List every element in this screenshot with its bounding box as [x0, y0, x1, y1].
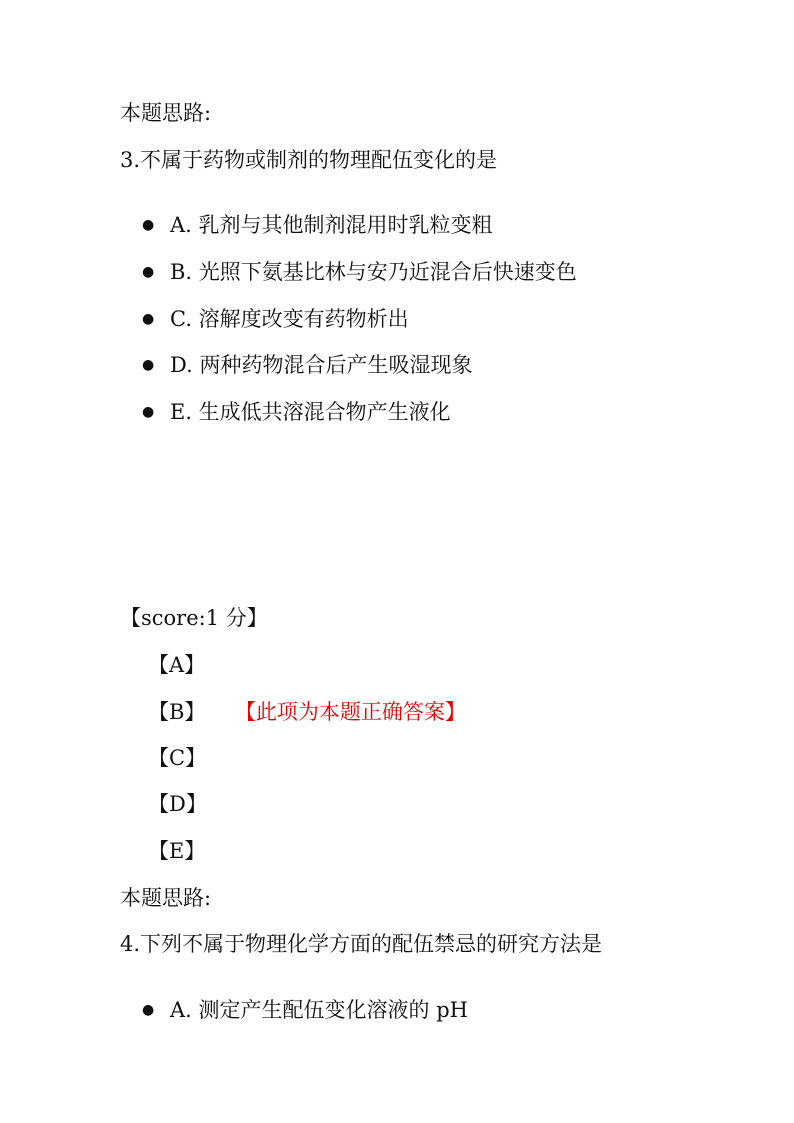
- correct-answer-note: 【此项为本题正确答案】: [245, 700, 466, 724]
- choice-c: [142, 305, 409, 335]
- choice-text: C. 溶解度改变有药物析出: [170, 307, 409, 331]
- option-a: [148, 651, 205, 679]
- option-d: [148, 790, 207, 818]
- option-label: 【C】: [148, 746, 207, 770]
- bullet-icon: ●: [142, 403, 155, 420]
- choice-text: A. 测定产生配伍变化溶液的 pH: [170, 998, 468, 1022]
- bullet-icon: ●: [142, 1001, 155, 1018]
- choice-b: [142, 258, 577, 288]
- option-c: [148, 744, 206, 772]
- option-e: [148, 837, 205, 865]
- choice-d: [142, 351, 472, 381]
- score-label: 【score:1 分】: [120, 606, 268, 630]
- option-label: 【D】: [148, 792, 207, 816]
- choice-text: B. 光照下氨基比林与安乃近混合后快速变色: [170, 260, 577, 284]
- q4-choice-a: [142, 996, 468, 1026]
- prev-thinking-label: 本题思路:: [120, 101, 212, 125]
- question-4: 4.下列不属于物理化学方面的配伍禁忌的研究方法是: [120, 932, 603, 956]
- choice-text: E. 生成低共溶混合物产生液化: [170, 400, 451, 424]
- option-label: 【E】: [148, 839, 206, 863]
- choice-e: [142, 398, 451, 428]
- option-label: 【A】: [148, 653, 206, 677]
- choice-text: A. 乳剂与其他制剂混用时乳粒变粗: [170, 213, 493, 237]
- option-b: [148, 698, 466, 726]
- choice-text: D. 两种药物混合后产生吸湿现象: [170, 353, 473, 377]
- option-label: 【B】: [148, 700, 206, 724]
- question-3: 3.不属于药物或制剂的物理配伍变化的是: [120, 148, 498, 172]
- bullet-icon: ●: [142, 356, 155, 373]
- bullet-icon: ●: [142, 216, 155, 233]
- bullet-icon: ●: [142, 310, 155, 327]
- thinking-label: 本题思路:: [120, 886, 212, 910]
- choice-a: [142, 211, 493, 241]
- bullet-icon: ●: [142, 263, 155, 280]
